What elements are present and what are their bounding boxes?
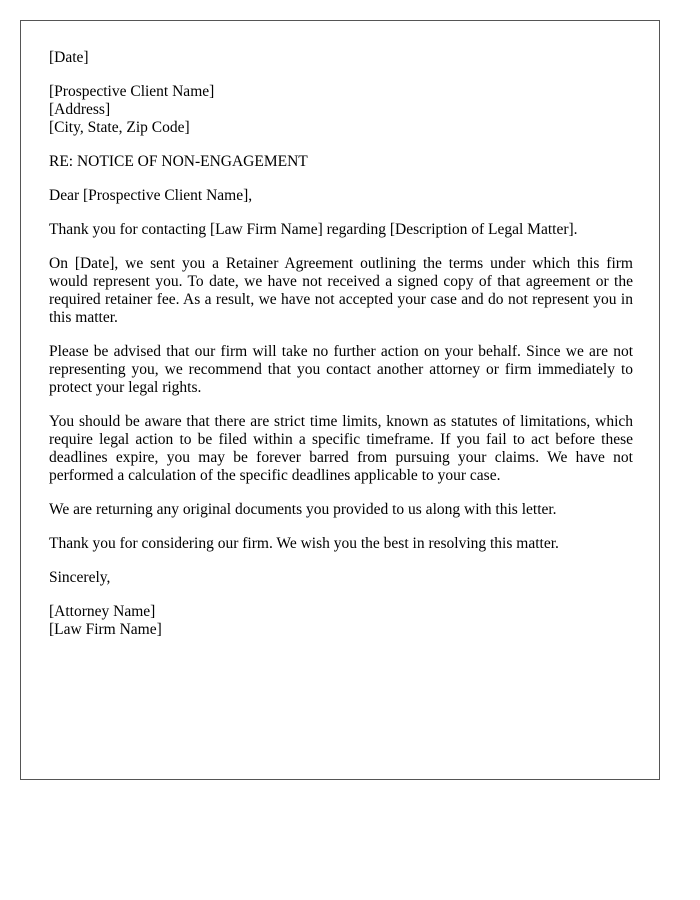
letter-subject: RE: NOTICE OF NON-ENGAGEMENT: [49, 153, 308, 170]
letter-content: [49, 49, 633, 655]
paragraph-thanks: Thank you for considering our firm. We wish you the best in resolving this matter.: [49, 535, 559, 552]
recipient-address-block: [49, 83, 633, 137]
recipient-name: [Prospective Client Name]: [49, 83, 215, 100]
letter-date: [Date]: [49, 49, 89, 66]
recipient-city-state-zip: [City, State, Zip Code]: [49, 119, 190, 136]
letter-salutation: Dear [Prospective Client Name],: [49, 187, 253, 204]
signature-block: [49, 603, 633, 639]
letter-closing: Sincerely,: [49, 569, 111, 586]
letter-page: [20, 20, 660, 780]
paragraph-documents: We are returning any original documents you provided to us along with this letter.: [49, 501, 557, 518]
paragraph-statutes: You should be aware that there are strict time limits, known as statutes of limitations, which require legal action to be filed within a specific timeframe. If you fail to act before these deadlines expire, you may be forever barred from pursuing your claims. We have not performed a calculation of the specific deadlines applicable to your case.: [49, 413, 633, 484]
paragraph-intro: Thank you for contacting [Law Firm Name] regarding [Description of Legal Matter].: [49, 221, 578, 238]
firm-name: [Law Firm Name]: [49, 621, 162, 638]
paragraph-no-action: Please be advised that our firm will take no further action on your behalf. Since we are not representing you, we recommend that you contact another attorney or firm immediately to protect your legal rights.: [49, 343, 633, 396]
recipient-address: [Address]: [49, 101, 111, 118]
attorney-name: [Attorney Name]: [49, 603, 156, 620]
paragraph-retainer: On [Date], we sent you a Retainer Agreement outlining the terms under which this firm would represent you. To date, we have not received a signed copy of that agreement or the required retainer fee. As a result, we have not accepted your case and do not represent you in this matter.: [49, 255, 633, 326]
